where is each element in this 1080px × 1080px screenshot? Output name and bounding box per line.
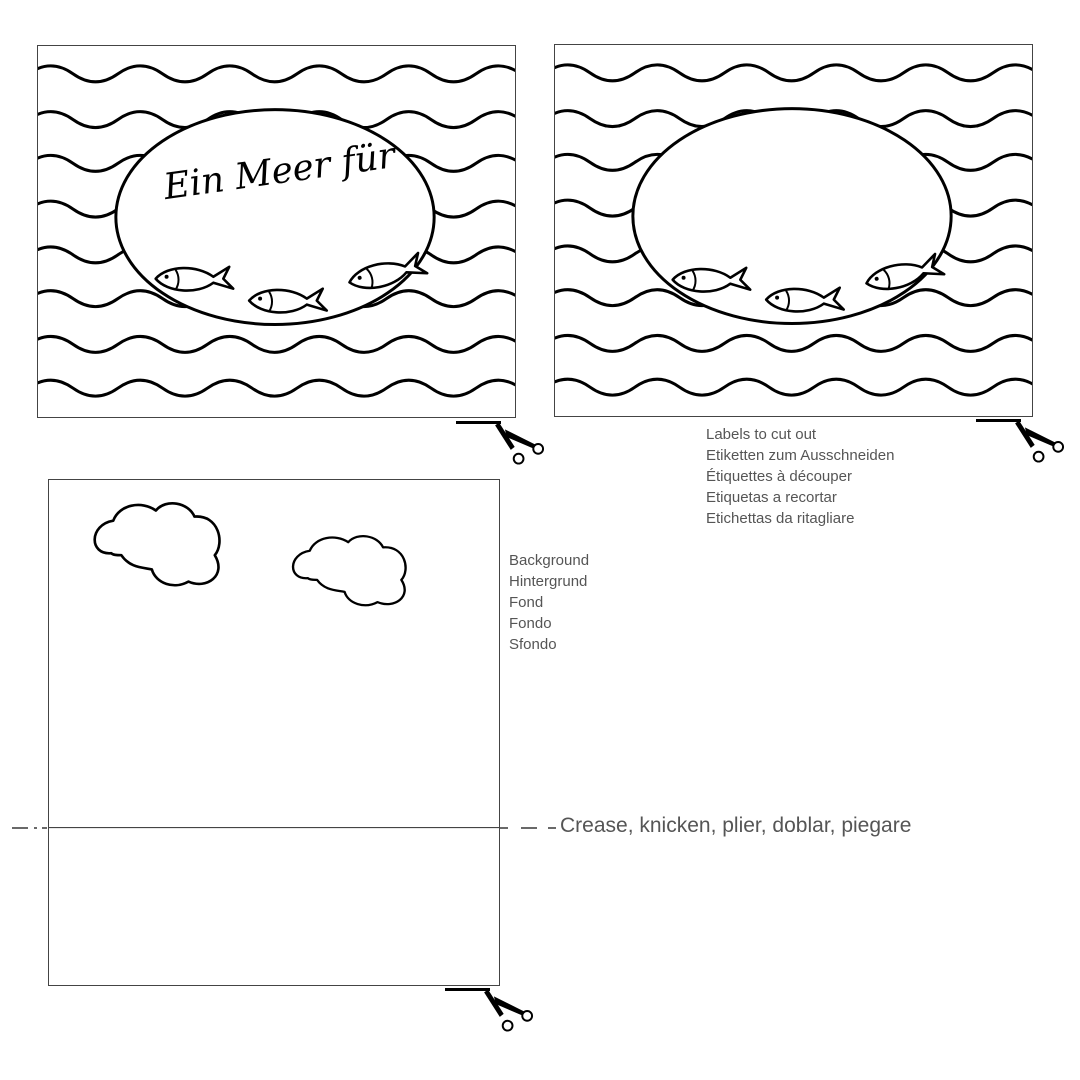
labels-caption-line: Etichettas da ritagliare bbox=[706, 510, 855, 527]
wave-line bbox=[38, 66, 515, 82]
background-caption-line: Sfondo bbox=[509, 636, 557, 653]
background-artwork bbox=[49, 480, 499, 985]
scissors-icon bbox=[445, 986, 535, 1036]
wave-line bbox=[38, 380, 515, 396]
label-card-with-text bbox=[37, 45, 516, 418]
wave-line bbox=[555, 65, 1032, 81]
background-caption-line: Fondo bbox=[509, 615, 552, 632]
background-card bbox=[48, 479, 500, 986]
wave-line bbox=[555, 379, 1032, 395]
background-caption bbox=[509, 550, 589, 655]
wave-line bbox=[38, 336, 515, 352]
labels-caption-line: Labels to cut out bbox=[706, 426, 817, 443]
label-handwritten-text: Ein Meer für bbox=[161, 135, 398, 209]
background-caption-line: Background bbox=[509, 552, 590, 569]
crease-dashed-line bbox=[0, 822, 1080, 834]
labels-caption-line: Etiquetas a recortar bbox=[706, 489, 837, 506]
label-artwork bbox=[555, 45, 1032, 416]
wave-line bbox=[555, 335, 1032, 351]
scissors-icon bbox=[456, 419, 546, 469]
labels-caption-line: Étiquettes à découper bbox=[706, 468, 852, 485]
crease-label: Crease, knicken, plier, doblar, piegare bbox=[560, 814, 912, 837]
label-card-blank bbox=[554, 44, 1033, 417]
scissors-icon bbox=[976, 417, 1066, 467]
labels-caption bbox=[706, 424, 894, 529]
cloud-icon bbox=[95, 503, 220, 585]
background-caption-line: Hintergrund bbox=[509, 573, 588, 590]
background-caption-line: Fond bbox=[509, 594, 544, 611]
label-artwork bbox=[38, 46, 515, 417]
labels-caption-line: Etiketten zum Ausschneiden bbox=[706, 447, 895, 464]
cloud-icon bbox=[293, 536, 406, 605]
